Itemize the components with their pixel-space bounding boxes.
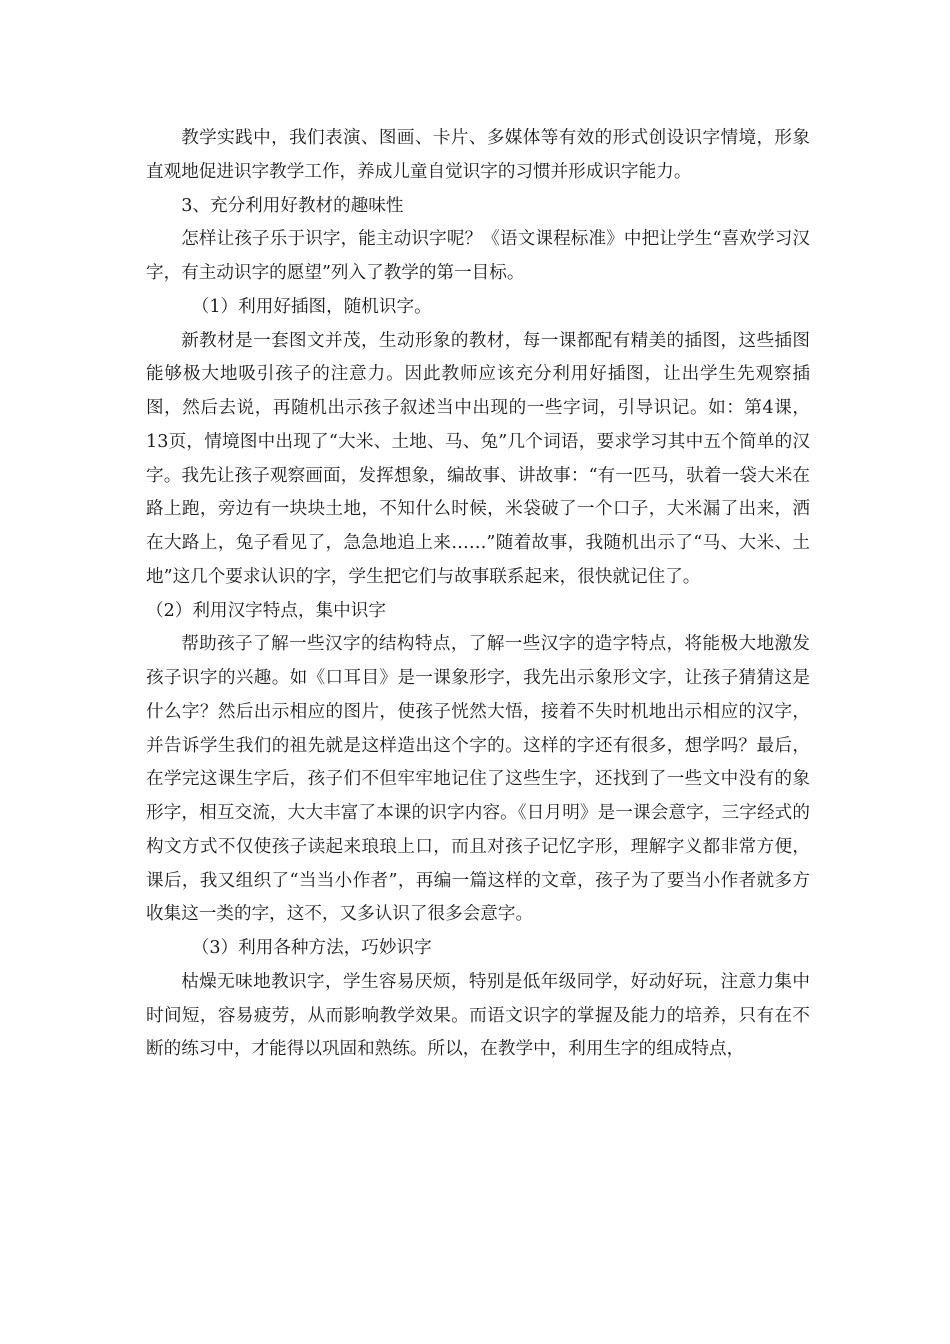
section-heading-3: 3、充分利用好教材的趣味性 [181,195,404,216]
subheading-illustrations: （1）利用好插图，随机识字。 [191,296,432,317]
subheading-character-features: （2）利用汉字特点，集中识字 [146,600,386,621]
document-body [146,122,810,1067]
paragraph-character-features: 帮助孩子了解一些汉字的结构特点，了解一些汉字的造字特点，将能极大地激发孩子识字的兴趣。如《口耳目》是一课象形字，我先出示象形文字，让孩子猜猜这是什么字？然后出示相应的图片，使孩子恍然大悟，接着不失时机地出示相应的汉字，并告诉学生我们的祖先就是这样造出这个字的。这样的字还有很多，想学吗？最后，在学完这课生字后，孩子们不但牢牢地记住了这些生字，还找到了一些文中没有的象形字，相互交流，大大丰富了本课的识字内容。《日月明》是一课会意字，三字经式的构文方式不仅使孩子读起来琅琅上口，而且对孩子记忆字形，理解字义都非常方便，课后，我又组织了“当当小作者”，再编一篇这样的文章，孩子为了要当小作者就多方收集这一类的字，这不，又多认识了很多会意字。 [146,634,810,925]
paragraph-practice-intro: 教学实践中，我们表演、图画、卡片、多媒体等有效的形式创设识字情境，形象直观地促进识字教学工作，养成儿童自觉识字的习惯并形成识字能力。 [146,128,810,182]
paragraph-illustrations: 新教材是一套图文并茂，生动形象的教材，每一课都配有精美的插图，这些插图能够极大地吸引孩子的注意力。因此教师应该充分利用好插图，让出学生先观察插图，然后去说，再随机出示孩子叙述当中出现的一些字词，引导识记。如：第4课，13页，情境图中出现了“大米、土地、马、兔”几个词语，要求学习其中五个简单的汉字。我先让孩子观察画面，发挥想象，编故事、讲故事：“有一匹马，驮着一袋大米在路上跑，旁边有一块块土地，不知什么时候，米袋破了一个口子，大米漏了出来，洒在大路上，兔子看见了，急急地追上来……”随着故事，我随机出示了“马、大米、土地”这几个要求认识的字，学生把它们与故事联系起来，很快就记住了。 [146,330,810,587]
paragraph-various-methods: 枯燥无味地教识字，学生容易厌烦，特别是低年级同学，好动好玩，注意力集中时间短，容易疲劳，从而影响教学效果。而语文识字的掌握及能力的培养，只有在不断的练习中，才能得以巩固和熟练。所以，在教学中，利用生字的组成特点， [146,971,810,1060]
paragraph-curriculum-standard: 怎样让孩子乐于识字，能主动识字呢？《语文课程标准》中把让学生“喜欢学习汉字，有主动识字的愿望”列入了教学的第一目标。 [146,229,810,283]
subheading-various-methods: （3）利用各种方法，巧妙识字 [191,938,432,958]
